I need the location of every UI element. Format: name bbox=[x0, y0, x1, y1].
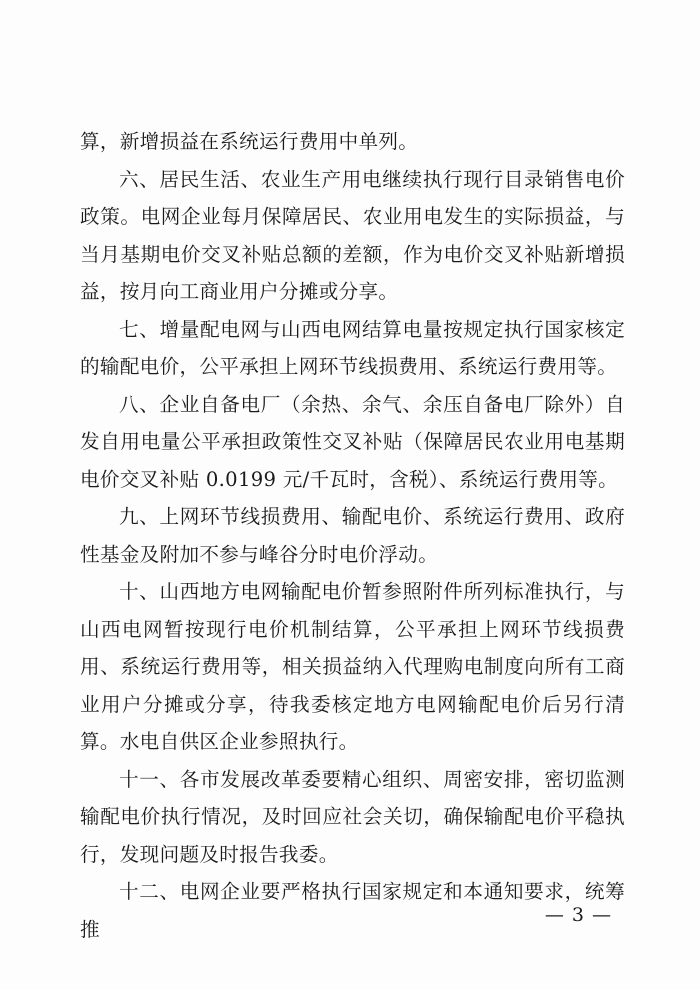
paragraph-item-8: 八、企业自备电厂（余热、余气、余压自备电厂除外）自发自用电量公平承担政策性交叉补贴（保障居民农业用电基期电价交叉补贴 0.0199 元/千瓦时，含税）、系统运行费用等。 bbox=[80, 392, 625, 491]
paragraph-item-11: 十一、各市发展改革委要精心组织、周密安排，密切监测输配电价执行情况，及时回应社会关切，确保输配电价平稳执行，发现问题及时报告我委。 bbox=[80, 767, 625, 866]
paragraph-continuation: 算，新增损益在系统运行费用中单列。 bbox=[80, 130, 419, 153]
paragraph-item-12: 十二、电网企业要严格执行国家规定和本通知要求，统筹推 bbox=[80, 880, 625, 941]
paragraph-item-7: 七、增量配电网与山西电网结算电量按规定执行国家核定的输配电价，公平承担上网环节线损费用、系统运行费用等。 bbox=[80, 317, 625, 378]
body-text bbox=[80, 123, 625, 948]
paragraph-item-10: 十、山西地方电网输配电价暂参照附件所列标准执行，与山西电网暂按现行电价机制结算，公平承担上网环节线损费用、系统运行费用等，相关损益纳入代理购电制度向所有工商业用户分摊或分享，待我委核定地方电网输配电价后另行清算。水电自供区企业参照执行。 bbox=[80, 580, 625, 753]
paragraph-item-9: 九、上网环节线损费用、输配电价、系统运行费用、政府性基金及附加不参与峰谷分时电价浮动。 bbox=[80, 505, 625, 566]
page-number: — 3 — bbox=[544, 904, 612, 926]
paragraph-item-6: 六、居民生活、农业生产用电继续执行现行目录销售电价政策。电网企业每月保障居民、农业用电发生的实际损益，与当月基期电价交叉补贴总额的差额，作为电价交叉补贴新增损益，按月向工商业用户分摊或分享。 bbox=[80, 167, 625, 303]
